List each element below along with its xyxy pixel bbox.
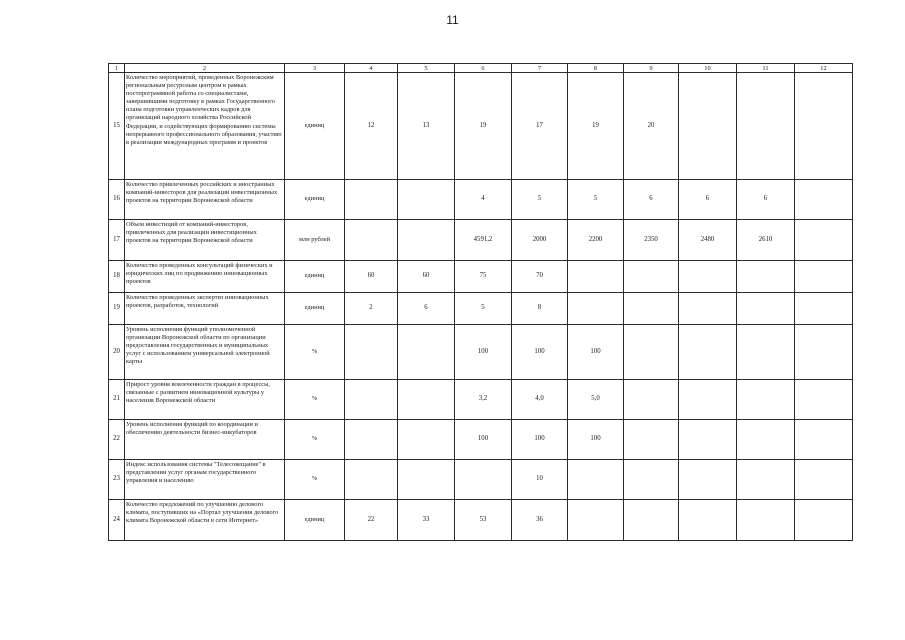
value-cell [345,420,398,460]
value-cell [737,73,795,180]
value-cell: 60 [398,261,455,293]
value-cell [679,73,737,180]
value-cell: 12 [345,73,398,180]
value-cell [679,420,737,460]
row-number-cell: 16 [109,180,125,220]
value-cell [737,261,795,293]
row-number-cell: 15 [109,73,125,180]
value-cell [624,500,679,541]
value-cell [795,293,853,325]
header-cell: 1 [109,64,125,73]
unit-cell: единиц [285,180,345,220]
indicator-name-cell: Уровень исполнения функций уполномоченной организации Воронежской области по организации предоставления государственных и муниципальных услуг с использованием универсальной электронной карты [125,325,285,380]
value-cell: 5,0 [568,380,624,420]
value-cell [398,420,455,460]
table-row [109,460,853,500]
value-cell [345,220,398,261]
header-cell: 10 [679,64,737,73]
row-number-cell: 18 [109,261,125,293]
value-cell: 2 [345,293,398,325]
value-cell [624,293,679,325]
value-cell [795,180,853,220]
value-cell [679,325,737,380]
indicator-name-cell: Уровень исполнения функций по координации и обеспечению деятельности бизнес-инкубаторов [125,420,285,460]
value-cell: 20 [624,73,679,180]
value-cell: 2480 [679,220,737,261]
value-cell: 100 [512,325,568,380]
value-cell [737,500,795,541]
header-cell: 12 [795,64,853,73]
value-cell: 4 [455,180,512,220]
table-row [109,73,853,180]
value-cell: 33 [398,500,455,541]
header-cell: 8 [568,64,624,73]
value-cell [795,460,853,500]
table-row [109,500,853,541]
row-number-cell: 19 [109,293,125,325]
value-cell [795,420,853,460]
value-cell [624,420,679,460]
header-cell: 5 [398,64,455,73]
value-cell: 3,2 [455,380,512,420]
value-cell [679,500,737,541]
unit-cell: единиц [285,73,345,180]
value-cell [568,500,624,541]
value-cell: 6 [398,293,455,325]
header-cell: 9 [624,64,679,73]
value-cell: 5 [512,180,568,220]
value-cell: 5 [568,180,624,220]
value-cell: 100 [512,420,568,460]
indicator-name-cell: Количество привлеченных российских и иностранных компаний-инвесторов для реализации инвестиционных проектов на территории Воронежской области [125,180,285,220]
indicator-name-cell: Количество проведенных консультаций физических и юридических лиц по продвижению инновационных проектов [125,261,285,293]
table-row [109,180,853,220]
table-body [109,64,853,541]
indicator-name-cell: Прирост уровня вовлеченности граждан в процессы, связанные с развитием инновационной культуры у населения Воронежской области [125,380,285,420]
value-cell [455,460,512,500]
value-cell [679,293,737,325]
unit-cell: единиц [285,293,345,325]
row-number-cell: 20 [109,325,125,380]
table-row [109,293,853,325]
value-cell [398,180,455,220]
value-cell [624,325,679,380]
value-cell [568,293,624,325]
header-cell: 3 [285,64,345,73]
value-cell: 8 [512,293,568,325]
value-cell [345,180,398,220]
value-cell: 100 [455,420,512,460]
value-cell: 2200 [568,220,624,261]
row-number-cell: 23 [109,460,125,500]
table-row [109,325,853,380]
row-number-cell: 17 [109,220,125,261]
value-cell: 75 [455,261,512,293]
indicator-name-cell: Количество проведенных экспертиз инновационных проектов, разработок, технологий [125,293,285,325]
header-cell: 11 [737,64,795,73]
unit-cell: % [285,460,345,500]
header-cell: 4 [345,64,398,73]
value-cell: 4,0 [512,380,568,420]
value-cell: 2610 [737,220,795,261]
value-cell [737,460,795,500]
unit-cell: % [285,325,345,380]
value-cell [398,325,455,380]
unit-cell: % [285,420,345,460]
value-cell: 13 [398,73,455,180]
value-cell: 10 [512,460,568,500]
value-cell [795,73,853,180]
table-row [109,420,853,460]
value-cell [737,293,795,325]
value-cell: 6 [624,180,679,220]
indicator-name-cell: Количество предложений по улучшению делового климата, поступивших на «Портал улучшения делового климата Воронежской области в сети Интернет» [125,500,285,541]
value-cell [795,380,853,420]
page-number: 11 [446,13,459,27]
indicator-name-cell: Индекс использования системы "Телесовещание" в представлении услуг органам государственного управления и населению [125,460,285,500]
row-number-cell: 21 [109,380,125,420]
value-cell: 100 [568,420,624,460]
table-row [109,380,853,420]
value-cell [679,380,737,420]
value-cell: 70 [512,261,568,293]
value-cell [679,261,737,293]
header-row [109,64,853,73]
value-cell: 4591,2 [455,220,512,261]
value-cell [624,380,679,420]
value-cell [568,261,624,293]
value-cell: 36 [512,500,568,541]
value-cell: 19 [455,73,512,180]
value-cell [795,500,853,541]
value-cell [795,261,853,293]
value-cell [398,380,455,420]
unit-cell: млн рублей [285,220,345,261]
value-cell [737,420,795,460]
table-row [109,220,853,261]
indicator-name-cell: Объем инвестиций от компаний-инвесторов, привлеченных для реализации инвестиционных проектов на территории Воронежской области [125,220,285,261]
value-cell: 2000 [512,220,568,261]
value-cell: 100 [455,325,512,380]
value-cell: 17 [512,73,568,180]
value-cell: 100 [568,325,624,380]
indicator-name-cell: Количество мероприятий, проведенных Воронежским региональным ресурсным центром в рамках постпрограммной работы со специалистами, завершившими подготовку в рамках Государственного плана подготовки управленческих кадров для организаций народного хозяйства Российской Федерации, и содействующих формированию системы непрерывного профессионального образования, участию в реализации международных программ и проектов [125,73,285,180]
indicators-table [108,63,853,541]
value-cell [398,460,455,500]
table-row [109,261,853,293]
value-cell [795,325,853,380]
row-number-cell: 22 [109,420,125,460]
unit-cell: % [285,380,345,420]
unit-cell: единиц [285,500,345,541]
value-cell [624,261,679,293]
value-cell [737,380,795,420]
unit-cell: единиц [285,261,345,293]
value-cell: 60 [345,261,398,293]
value-cell [679,460,737,500]
value-cell: 5 [455,293,512,325]
value-cell [398,220,455,261]
value-cell [737,325,795,380]
value-cell: 6 [679,180,737,220]
value-cell [345,380,398,420]
row-number-cell: 24 [109,500,125,541]
value-cell [624,460,679,500]
value-cell: 53 [455,500,512,541]
value-cell: 22 [345,500,398,541]
value-cell [345,325,398,380]
value-cell [795,220,853,261]
value-cell [345,460,398,500]
value-cell: 2350 [624,220,679,261]
value-cell: 19 [568,73,624,180]
header-cell: 7 [512,64,568,73]
value-cell: 6 [737,180,795,220]
value-cell [568,460,624,500]
header-cell: 6 [455,64,512,73]
header-cell: 2 [125,64,285,73]
